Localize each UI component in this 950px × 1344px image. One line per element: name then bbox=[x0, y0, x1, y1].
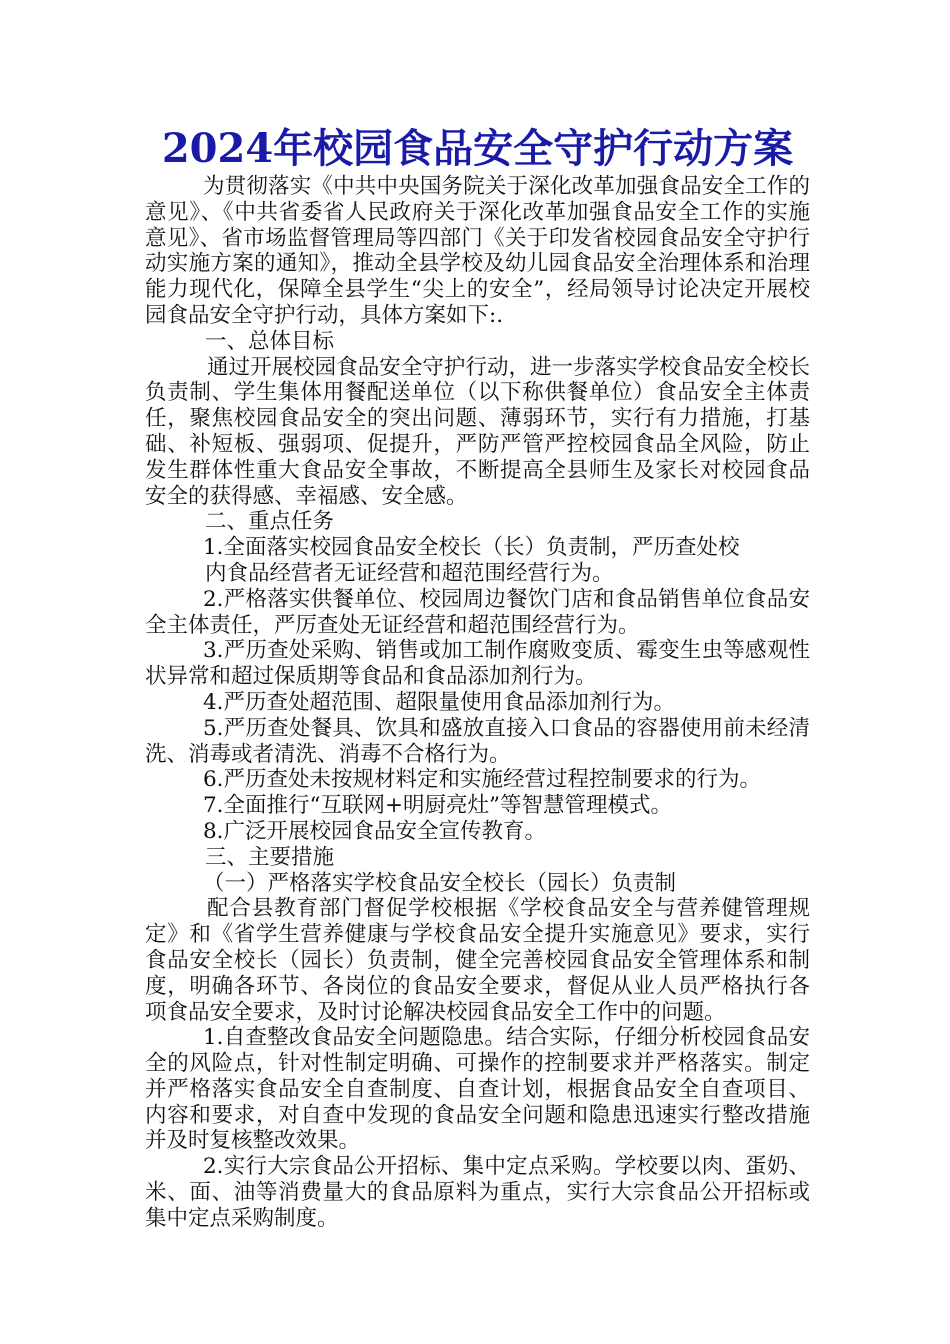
section1-body: 通过开展校园食品安全守护行动，进一步落实学校食品安全校长负责制、学生集体用餐配送单位（以下称供餐单位）食品安全主体责任，聚焦校园食品安全的突出问题、薄弱环节，实行有力措施，打基础、补短板、强弱项、促提升，严防严管严控校园食品全风险，防止发生群体性重大食品安全事故，不断提高全县师生及家长对校园食品安全的获得感、幸福感、安全感。 bbox=[145, 354, 810, 509]
section3-sub1-body: 配合县教育部门督促学校根据《学校食品安全与营养健管理规定》和《省学生营养健康与学校食品安全提升实施意见》要求，实行食品安全校长（园长）负责制，健全完善校园食品安全管理体系和制度，明确各环节、各岗位的食品安全要求，督促从业人员严格执行各项食品安全要求，及时讨论解决校园食品安全工作中的问题。 bbox=[145, 896, 810, 1025]
document-body bbox=[145, 174, 810, 1232]
task-item-8: 8.广泛开展校园食品安全宣传教育。 bbox=[203, 818, 547, 844]
document-title: 2024年校园食品安全守护行动方案 bbox=[161, 125, 794, 172]
task-item-2: 2.严格落实供餐单位、校园周边餐饮门店和食品销售单位食品安全主体责任，严厉查处无证经营和超范围经营行为。 bbox=[145, 586, 810, 638]
task-item-6: 6.严历查处未按规材料定和实施经营过程控制要求的行为。 bbox=[203, 767, 762, 793]
section3-heading: 三、主要措施 bbox=[205, 844, 335, 870]
task-item-4: 4.严历查处超范围、超限量使用食品添加剂行为。 bbox=[203, 689, 676, 715]
measure-item-1: 1.自查整改食品安全问题隐患。结合实际，仔细分析校园食品安全的风险点，针对性制定明确、可操作的控制要求并严格落实。制定并严格落实食品安全自查制度、自查计划，根据食品安全自查项目、内容和要求，对自查中发现的食品安全问题和隐患迅速实行整改措施并及时复核整改效果。 bbox=[145, 1025, 810, 1154]
task-item-3: 3.严历查处采购、销售或加工制作腐败变质、霉变生虫等感观性状异常和超过保质期等食品和食品添加剂行为。 bbox=[145, 638, 810, 690]
task-item-1-line1: 1.全面落实校园食品安全校长（长）负责制，严历查处校 bbox=[203, 535, 740, 561]
task-item-1-line2: 内食品经营者无证经营和超范围经营行为。 bbox=[205, 560, 614, 586]
measure-item-2: 2.实行大宗食品公开招标、集中定点采购。学校要以肉、蛋奶、米、面、油等消费量大的食品原料为重点，实行大宗食品公开招标或集中定点采购制度。 bbox=[145, 1154, 810, 1231]
task-item-5: 5.严历查处餐具、饮具和盛放直接入口食品的容器使用前未经清洗、消毒或者清洗、消毒不合格行为。 bbox=[145, 715, 810, 767]
section1-heading: 一、总体目标 bbox=[205, 328, 335, 354]
task-item-7: 7.全面推行“互联网+明厨亮灶”等智慧管理模式。 bbox=[203, 793, 673, 819]
intro-paragraph: 为贯彻落实《中共中央国务院关于深化改革加强食品安全工作的意见》、《中共省委省人民政府关于深化改革加强食品安全工作的实施意见》、省市场监督管理局等四部门《关于印发省校园食品安全守护行动实施方案的通知》，推动全县学校及幼儿园食品安全治理体系和治理能力现代化，保障全县学生“尖上的安全”，经局领导讨论决定开展校园食品安全守护行动，具体方案如下:. bbox=[145, 174, 810, 328]
section2-heading: 二、重点任务 bbox=[205, 509, 335, 535]
section3-sub1-heading: （一）严格落实学校食品安全校长（园长）负责制 bbox=[203, 870, 677, 896]
